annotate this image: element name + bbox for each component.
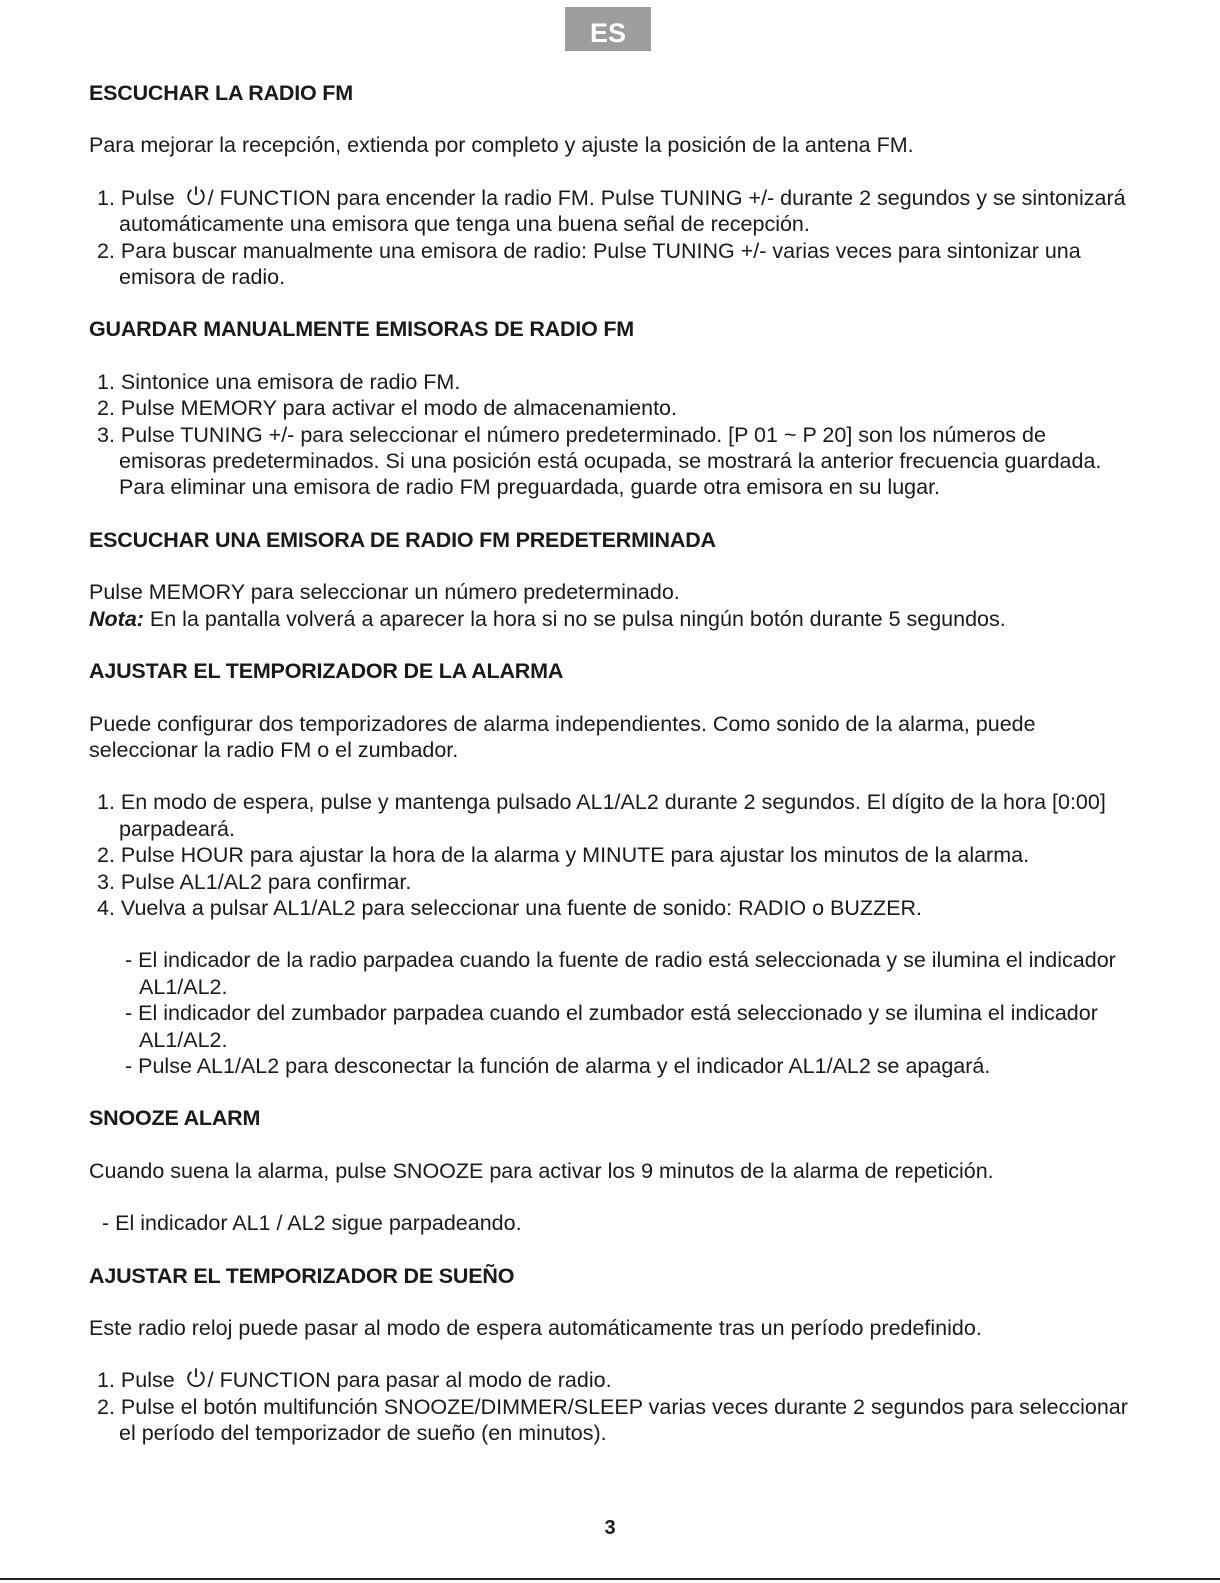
preset-line: Pulse MEMORY para seleccionar un número predeterminado. xyxy=(89,580,680,605)
step-number: 1. Pulse xyxy=(97,185,181,210)
alarm-intro: Puede configurar dos temporizadores de alarma independientes. Como sonido de la alarma, puede seleccionar la radio FM o el zumbador. xyxy=(89,711,1036,762)
section-title-fm: ESCUCHAR LA RADIO FM xyxy=(89,81,353,105)
list-item: 1. En modo de espera, pulse y mantenga pulsado AL1/AL2 durante 2 segundos. El dígito de la hora [0:00] parpadeará. xyxy=(97,790,1106,841)
list-item xyxy=(89,185,1134,238)
snooze-note: - El indicador AL1 / AL2 sigue parpadeando. xyxy=(102,1211,522,1236)
page-number: 3 xyxy=(604,1517,616,1539)
snooze-intro: Cuando suena la alarma, pulse SNOOZE para activar los 9 minutos de la alarma de repetición. xyxy=(89,1158,994,1183)
preset-note xyxy=(89,606,1134,632)
list-item: - El indicador del zumbador parpadea cuando el zumbador está seleccionado y se ilumina el indicador AL1/AL2. xyxy=(125,1001,1098,1052)
power-icon xyxy=(185,185,207,207)
step-number: 1. Pulse xyxy=(97,1368,181,1393)
step-text: / FUNCTION para pasar al modo de radio. xyxy=(207,1368,612,1393)
list-item: 2. Pulse HOUR para ajustar la hora de la alarma y MINUTE para ajustar los minutos de la alarma. xyxy=(97,843,1030,868)
store-steps xyxy=(89,369,1134,501)
list-item: 2. Pulse MEMORY para activar el modo de almacenamiento. xyxy=(97,396,677,421)
step-text: / FUNCTION para encender la radio FM. Pulse TUNING +/- durante 2 segundos y se sintonizará automáticamente una emisora que tenga una buena señal de recepción. xyxy=(119,185,1126,237)
list-item: 3. Pulse TUNING +/- para seleccionar el número predeterminado. [P 01 ~ P 20] son los números de emisoras predeterminados. Si una posición está ocupada, se mostrará la anterior frecuencia guardada. Para eliminar una emisora de radio FM preguardada, guarde otra emisora en su lugar. xyxy=(97,422,1102,500)
section-title-sleep: AJUSTAR EL TEMPORIZADOR DE SUEÑO xyxy=(89,1263,515,1288)
document-body xyxy=(89,80,1134,1447)
list-item: 4. Vuelva a pulsar AL1/AL2 para seleccionar una fuente de sonido: RADIO o BUZZER. xyxy=(97,895,923,920)
sleep-intro: Este radio reloj puede pasar al modo de espera automáticamente tras un período predefinido. xyxy=(89,1316,982,1340)
list-item xyxy=(89,1367,1134,1393)
list-item: 2. Para buscar manualmente una emisora de radio: Pulse TUNING +/- varias veces para sintonizar una emisora de radio. xyxy=(97,238,1081,290)
alarm-indicator-notes xyxy=(89,947,1134,1079)
language-badge: ES xyxy=(565,7,651,51)
list-item: 1. Sintonice una emisora de radio FM. xyxy=(97,369,461,394)
section-title-alarm: AJUSTAR EL TEMPORIZADOR DE LA ALARMA xyxy=(89,659,564,684)
note-label: Nota: xyxy=(89,606,144,631)
alarm-steps xyxy=(89,789,1134,921)
list-item: 3. Pulse AL1/AL2 para confirmar. xyxy=(97,869,412,894)
fm-steps xyxy=(89,185,1134,291)
note-text: En la pantalla volverá a aparecer la hora si no se pulsa ningún botón durante 5 segundos. xyxy=(143,606,1006,631)
list-item: 2. Pulse el botón multifunción SNOOZE/DIMMER/SLEEP varias veces durante 2 segundos para seleccionar el período del temporizador de sueño (en minutos). xyxy=(97,1394,1128,1446)
section-title-preset: ESCUCHAR UNA EMISORA DE RADIO FM PREDETERMINADA xyxy=(89,527,716,552)
sleep-steps xyxy=(89,1367,1134,1446)
section-title-snooze: SNOOZE ALARM xyxy=(89,1106,261,1131)
power-icon xyxy=(185,1367,207,1389)
section-title-store: GUARDAR MANUALMENTE EMISORAS DE RADIO FM xyxy=(89,317,635,342)
bottom-divider xyxy=(0,1578,1220,1580)
list-item: - Pulse AL1/AL2 para desconectar la función de alarma y el indicador AL1/AL2 se apagará. xyxy=(125,1053,991,1078)
list-item: - El indicador de la radio parpadea cuando la fuente de radio está seleccionada y se ilumina el indicador AL1/AL2. xyxy=(125,948,1116,999)
fm-intro: Para mejorar la recepción, extienda por completo y ajuste la posición de la antena FM. xyxy=(89,133,914,158)
